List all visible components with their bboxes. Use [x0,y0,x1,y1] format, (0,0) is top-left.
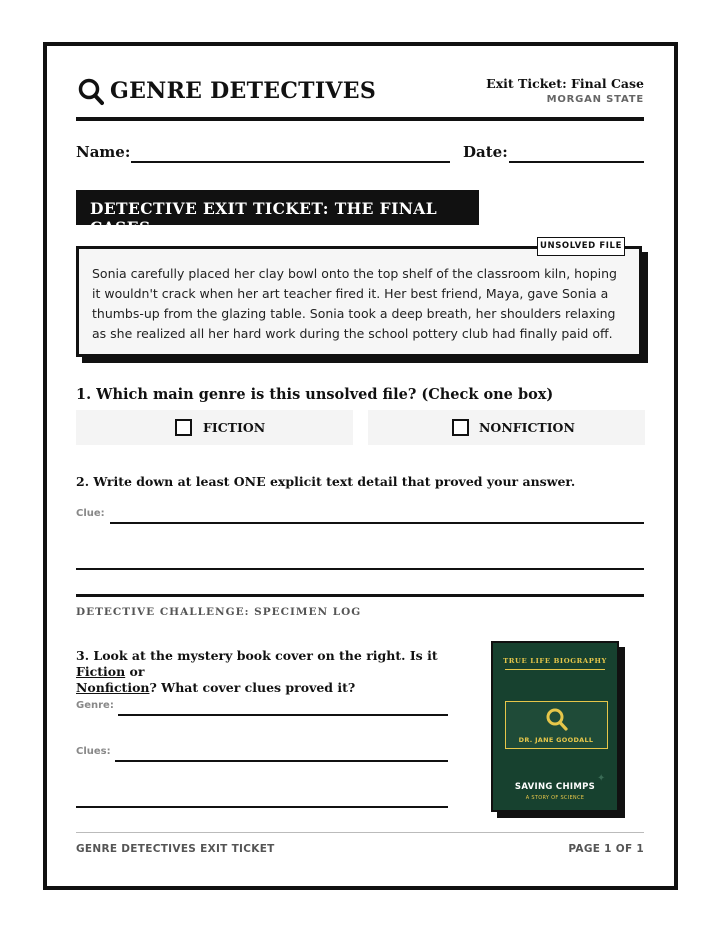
question-1: 1. Which main genre is this unsolved file? (Check one box) [76,386,554,403]
unsolved-file-stamp: UNSOLVED FILE [537,237,625,256]
clues-answer-line-2[interactable] [76,806,448,808]
mystery-book-cover [491,641,619,812]
book-series: TRUE LIFE BIOGRAPHY [503,657,607,665]
footer-divider [76,832,644,833]
clue-answer-line-2[interactable] [76,568,644,570]
clues-label: Clues: [76,746,111,757]
book-title: SAVING CHIMPS [514,782,596,792]
ticket-label: Exit Ticket: Final Case [486,76,644,91]
name-label: Name: [76,143,131,161]
footer-title: GENRE DETECTIVES EXIT TICKET [76,843,275,855]
choice-nonfiction[interactable] [368,410,645,445]
book-divider [505,669,605,670]
section-divider [76,594,644,597]
book-panel [505,701,608,749]
passage-box [76,246,642,357]
q3-text-end: ? What cover clues proved it? [149,680,356,695]
page-number: PAGE 1 OF 1 [568,843,644,855]
q3-or-word: or [125,664,145,679]
clue-label: Clue: [76,508,105,519]
sparkle-icon: ✦ [597,773,606,784]
nonfiction-label: NONFICTION [479,420,575,435]
magnifying-glass-icon [545,707,569,731]
section-banner: DETECTIVE EXIT TICKET: THE FINAL CASES [76,190,479,225]
fiction-label: FICTION [203,420,266,435]
school-label: MORGAN STATE [546,94,644,105]
magnifying-glass-icon [78,78,104,106]
book-subtitle: A STORY OF SCIENCE [525,795,585,801]
header-divider [76,117,644,121]
choice-fiction[interactable] [76,410,353,445]
fiction-checkbox[interactable] [175,419,192,436]
q3-nonfiction-word: Nonfiction [76,680,150,695]
date-field[interactable] [509,161,644,163]
date-label: Date: [463,143,508,161]
q3-fiction-word: Fiction [76,664,126,679]
book-author: DR. JANE GOODALL [518,736,594,744]
clues-answer-line[interactable] [115,760,448,762]
genre-label: Genre: [76,700,114,711]
nonfiction-checkbox[interactable] [452,419,469,436]
genre-answer-line[interactable] [118,714,448,716]
q3-text-start: 3. Look at the mystery book cover on the right. Is it [76,648,438,663]
clue-answer-line[interactable] [110,522,644,524]
page-title: GENRE DETECTIVES [110,78,377,104]
name-field[interactable] [131,161,450,163]
question-2: 2. Write down at least ONE explicit text detail that proved your answer. [76,474,576,489]
passage-text: Sonia carefully placed her clay bowl onto the top shelf of the classroom kiln, hoping it wouldn't crack when her art teacher fired it. Her best friend, Maya, gave Sonia a thumbs-up from the glazing table. Sonia took a deep breath, her shoulders relaxing as she realized all her hard work during the school pottery club had finally paid off. [92,266,617,341]
header-meta [486,76,644,105]
question-3 [76,648,476,696]
challenge-heading: DETECTIVE CHALLENGE: SPECIMEN LOG [76,606,362,618]
